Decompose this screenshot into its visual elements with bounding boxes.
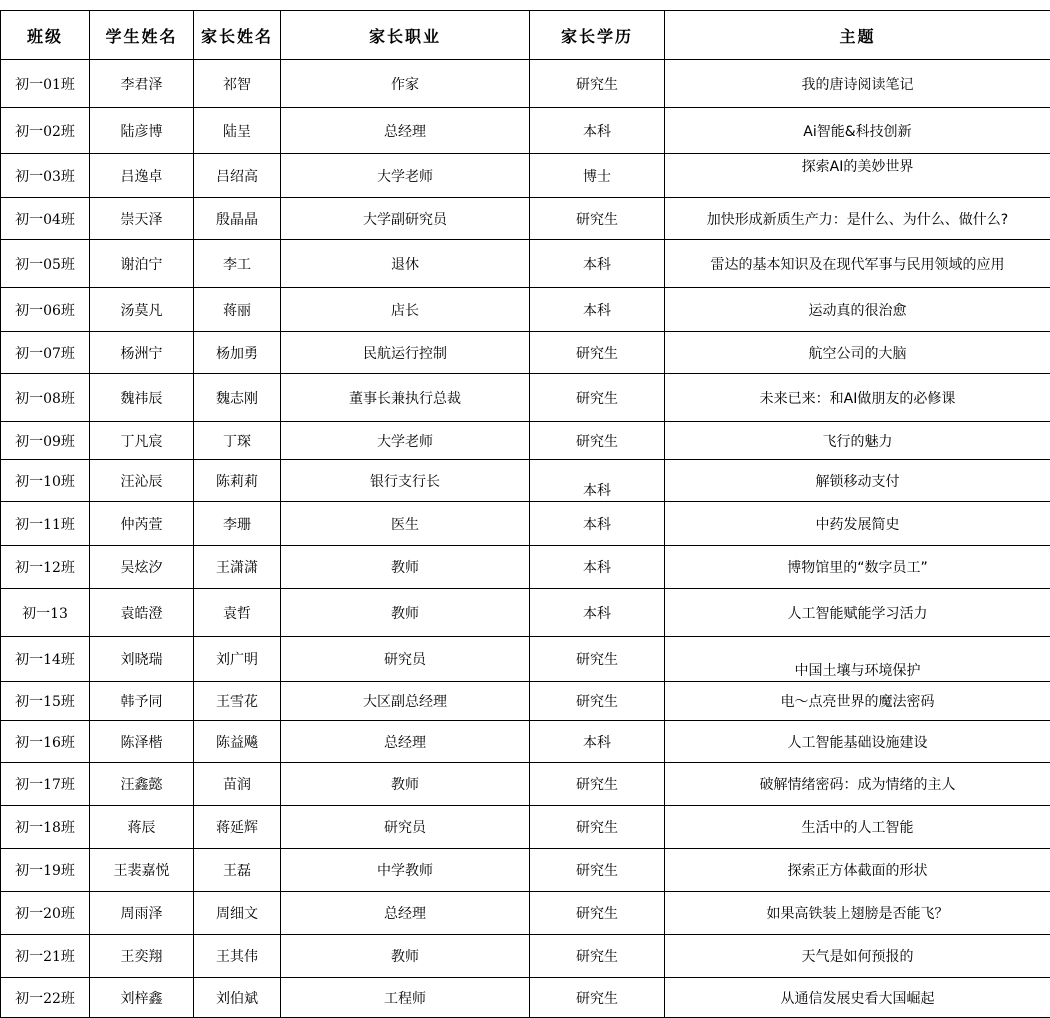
cell-parent: 陈益飚 (194, 721, 281, 763)
cell-student: 汤莫凡 (90, 288, 194, 332)
cell-parent: 殷晶晶 (194, 198, 281, 240)
cell-job: 大学副研究员 (281, 198, 530, 240)
cell-parent: 王雪花 (194, 682, 281, 721)
cell-student: 魏祎辰 (90, 374, 194, 422)
table-row (1, 502, 1050, 546)
cell-class: 初一11班 (1, 502, 90, 546)
cell-parent: 蒋丽 (194, 288, 281, 332)
cell-job: 总经理 (281, 721, 530, 763)
cell-edu: 研究生 (530, 422, 665, 460)
table-row (1, 108, 1050, 154)
cell-job: 工程师 (281, 978, 530, 1018)
cell-job: 研究员 (281, 637, 530, 682)
cell-student: 陈泽楷 (90, 721, 194, 763)
cell-student: 汪沁辰 (90, 460, 194, 502)
cell-student: 陆彦博 (90, 108, 194, 154)
cell-topic: 解锁移动支付 (665, 460, 1050, 502)
cell-class: 初一13 (1, 589, 90, 637)
cell-class: 初一03班 (1, 154, 90, 198)
table-row (1, 806, 1050, 849)
cell-topic: 未来已来：和AI做朋友的必修课 (665, 374, 1050, 422)
cell-student: 仲芮萱 (90, 502, 194, 546)
cell-class: 初一05班 (1, 240, 90, 288)
header-parent: 家长姓名 (194, 11, 281, 60)
cell-student: 王裴嘉悦 (90, 849, 194, 892)
cell-parent: 祁智 (194, 60, 281, 108)
cell-student: 王奕翔 (90, 935, 194, 978)
header-edu: 家长学历 (530, 11, 665, 60)
cell-edu: 本科 (530, 240, 665, 288)
cell-edu: 研究生 (530, 374, 665, 422)
cell-student: 丁凡宸 (90, 422, 194, 460)
cell-parent: 王潇潇 (194, 546, 281, 589)
table-row (1, 60, 1050, 108)
cell-job: 医生 (281, 502, 530, 546)
cell-class: 初一10班 (1, 460, 90, 502)
table-row (1, 763, 1050, 806)
cell-parent: 陆呈 (194, 108, 281, 154)
table-row (1, 422, 1050, 460)
cell-class: 初一18班 (1, 806, 90, 849)
table-row (1, 460, 1050, 502)
cell-edu: 本科 (530, 721, 665, 763)
table-row (1, 288, 1050, 332)
cell-edu: 研究生 (530, 763, 665, 806)
cell-topic: 人工智能赋能学习活力 (665, 589, 1050, 637)
table-row (1, 154, 1050, 198)
cell-class: 初一16班 (1, 721, 90, 763)
cell-job: 董事长兼执行总裁 (281, 374, 530, 422)
cell-topic: Ai智能&科技创新 (665, 108, 1050, 154)
table-row (1, 332, 1050, 374)
cell-topic: 人工智能基础设施建设 (665, 721, 1050, 763)
cell-topic: 从通信发展史看大国崛起 (665, 978, 1050, 1018)
cell-class: 初一21班 (1, 935, 90, 978)
cell-parent: 杨加勇 (194, 332, 281, 374)
cell-student: 袁皓澄 (90, 589, 194, 637)
cell-edu: 本科 (530, 589, 665, 637)
table-row (1, 637, 1050, 682)
cell-job: 教师 (281, 763, 530, 806)
cell-topic: 航空公司的大脑 (665, 332, 1050, 374)
cell-student: 蒋辰 (90, 806, 194, 849)
cell-student: 吴炫汐 (90, 546, 194, 589)
cell-student: 刘晓瑞 (90, 637, 194, 682)
cell-topic: 雷达的基本知识及在现代军事与民用领域的应用 (665, 240, 1050, 288)
cell-parent: 苗润 (194, 763, 281, 806)
cell-edu: 本科 (530, 460, 665, 502)
table-row (1, 978, 1050, 1018)
cell-topic: 如果高铁装上翅膀是否能飞？ (665, 892, 1050, 935)
cell-student: 吕逸卓 (90, 154, 194, 198)
table-row (1, 682, 1050, 721)
cell-class: 初一19班 (1, 849, 90, 892)
cell-edu: 本科 (530, 288, 665, 332)
cell-job: 大学老师 (281, 422, 530, 460)
cell-parent: 王磊 (194, 849, 281, 892)
cell-class: 初一14班 (1, 637, 90, 682)
cell-job: 退休 (281, 240, 530, 288)
table-row (1, 935, 1050, 978)
cell-parent: 周细文 (194, 892, 281, 935)
cell-class: 初一06班 (1, 288, 90, 332)
cell-topic: 运动真的很治愈 (665, 288, 1050, 332)
cell-class: 初一17班 (1, 763, 90, 806)
table-row (1, 240, 1050, 288)
cell-class: 初一15班 (1, 682, 90, 721)
cell-topic: 电～点亮世界的魔法密码 (665, 682, 1050, 721)
cell-job: 总经理 (281, 892, 530, 935)
cell-job: 研究员 (281, 806, 530, 849)
cell-edu: 研究生 (530, 637, 665, 682)
cell-job: 教师 (281, 935, 530, 978)
cell-edu: 研究生 (530, 892, 665, 935)
cell-class: 初一01班 (1, 60, 90, 108)
cell-topic: 中国土壤与环境保护 (665, 637, 1050, 682)
header-job: 家长职业 (281, 11, 530, 60)
cell-student: 崇天泽 (90, 198, 194, 240)
cell-class: 初一04班 (1, 198, 90, 240)
cell-job: 总经理 (281, 108, 530, 154)
cell-edu: 研究生 (530, 849, 665, 892)
table-row (1, 546, 1050, 589)
cell-student: 杨洲宁 (90, 332, 194, 374)
cell-topic: 加快形成新质生产力：是什么、为什么、做什么? (665, 198, 1050, 240)
cell-parent: 魏志刚 (194, 374, 281, 422)
cell-edu: 研究生 (530, 198, 665, 240)
cell-class: 初一07班 (1, 332, 90, 374)
cell-job: 店长 (281, 288, 530, 332)
cell-topic: 生活中的人工智能 (665, 806, 1050, 849)
cell-edu: 研究生 (530, 682, 665, 721)
table-row (1, 892, 1050, 935)
table-row (1, 374, 1050, 422)
class-topics-table (0, 10, 1050, 1018)
cell-edu: 博士 (530, 154, 665, 198)
cell-student: 刘梓鑫 (90, 978, 194, 1018)
cell-topic: 我的唐诗阅读笔记 (665, 60, 1050, 108)
cell-job: 大学老师 (281, 154, 530, 198)
table-row (1, 198, 1050, 240)
cell-parent: 李珊 (194, 502, 281, 546)
cell-topic: 中药发展简史 (665, 502, 1050, 546)
cell-student: 韩予同 (90, 682, 194, 721)
cell-student: 周雨泽 (90, 892, 194, 935)
cell-job: 教师 (281, 589, 530, 637)
cell-class: 初一02班 (1, 108, 90, 154)
cell-job: 银行支行长 (281, 460, 530, 502)
cell-class: 初一08班 (1, 374, 90, 422)
cell-parent: 吕绍高 (194, 154, 281, 198)
cell-job: 中学教师 (281, 849, 530, 892)
header-topic: 主题 (665, 11, 1050, 60)
cell-edu: 研究生 (530, 935, 665, 978)
cell-class: 初一20班 (1, 892, 90, 935)
cell-edu: 本科 (530, 546, 665, 589)
cell-job: 作家 (281, 60, 530, 108)
table-row (1, 589, 1050, 637)
cell-class: 初一09班 (1, 422, 90, 460)
cell-parent: 袁哲 (194, 589, 281, 637)
header-row (1, 11, 1050, 60)
cell-job: 教师 (281, 546, 530, 589)
cell-edu: 研究生 (530, 806, 665, 849)
header-student: 学生姓名 (90, 11, 194, 60)
cell-class: 初一12班 (1, 546, 90, 589)
cell-student: 汪鑫懿 (90, 763, 194, 806)
cell-student: 李君泽 (90, 60, 194, 108)
header-class: 班级 (1, 11, 90, 60)
cell-parent: 陈莉莉 (194, 460, 281, 502)
cell-topic: 飞行的魅力 (665, 422, 1050, 460)
cell-topic: 破解情绪密码：成为情绪的主人 (665, 763, 1050, 806)
table-row (1, 849, 1050, 892)
cell-topic: 博物馆里的“数字员工” (665, 546, 1050, 589)
table-row (1, 721, 1050, 763)
cell-topic: 天气是如何预报的 (665, 935, 1050, 978)
cell-edu: 本科 (530, 502, 665, 546)
table-body (1, 60, 1050, 1018)
cell-parent: 王其伟 (194, 935, 281, 978)
cell-edu: 研究生 (530, 60, 665, 108)
cell-topic: 探索AI的美妙世界 (665, 154, 1050, 198)
cell-edu: 本科 (530, 108, 665, 154)
cell-class: 初一22班 (1, 978, 90, 1018)
cell-job: 大区副总经理 (281, 682, 530, 721)
cell-parent: 蒋延辉 (194, 806, 281, 849)
cell-topic: 探索正方体截面的形状 (665, 849, 1050, 892)
cell-parent: 丁琛 (194, 422, 281, 460)
cell-edu: 研究生 (530, 332, 665, 374)
cell-parent: 刘伯斌 (194, 978, 281, 1018)
cell-parent: 刘广明 (194, 637, 281, 682)
cell-student: 谢泊宁 (90, 240, 194, 288)
cell-edu: 研究生 (530, 978, 665, 1018)
cell-job: 民航运行控制 (281, 332, 530, 374)
cell-parent: 李工 (194, 240, 281, 288)
